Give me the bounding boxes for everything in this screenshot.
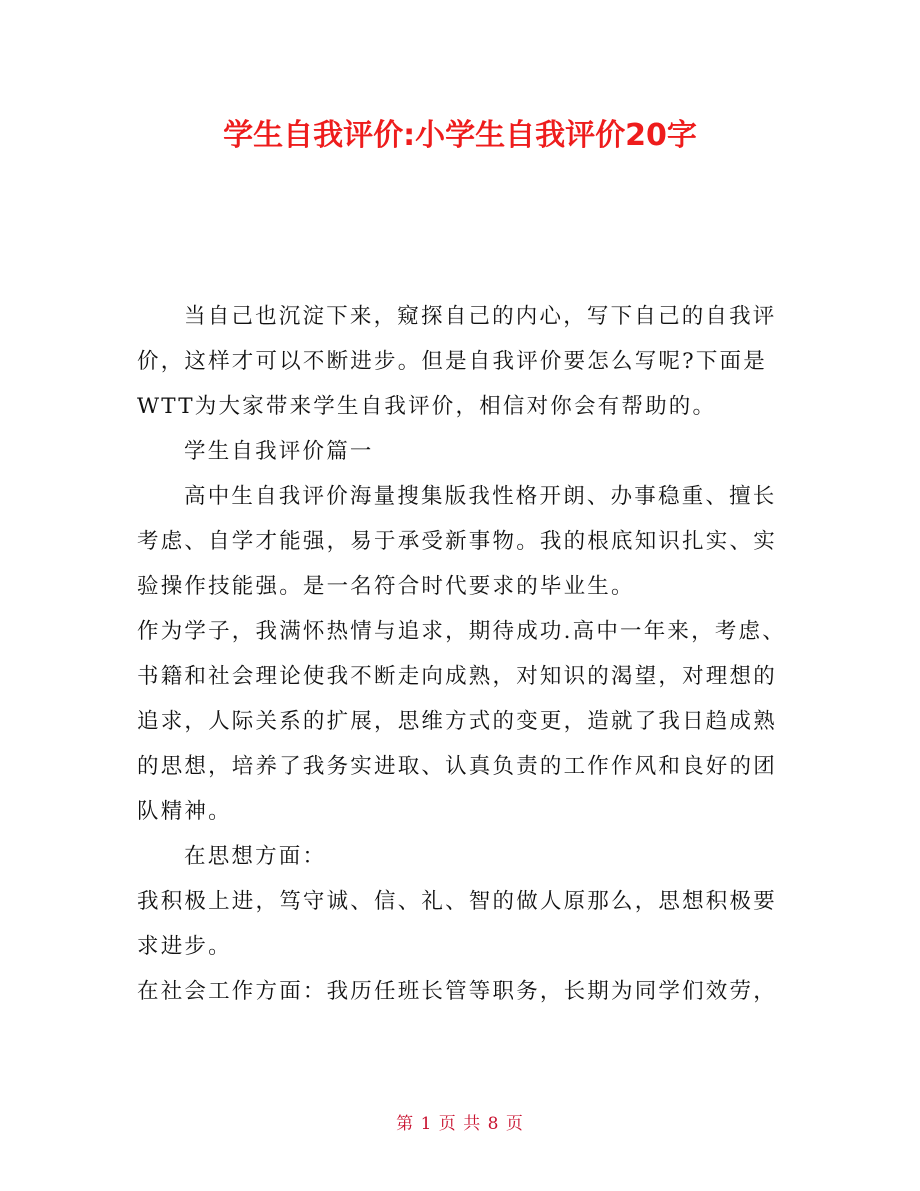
section-heading-thought: 在思想方面： bbox=[184, 844, 327, 869]
paragraph-2: 作为学子，我满怀热情与追求，期待成功.高中一年来，考虑、书籍和社会理论使我不断走向成熟，对知识的渴望，对理想的追求，人际关系的扩展，思维方式的变更，造就了我日趋成熟的思想，培养了我务实进取、认真负责的工作作风和良好的团队精神。 bbox=[137, 619, 786, 824]
page-number-label: 第 1 页 共 8 页 bbox=[396, 1114, 524, 1134]
document-title: 学生自我评价:小学生自我评价20字 bbox=[223, 118, 697, 153]
paragraph-4: 在社会工作方面：我历任班长管等职务，长期为同学们效劳， bbox=[137, 979, 777, 1004]
page-footer bbox=[0, 1109, 920, 1134]
paragraph-intro: 当自己也沉淀下来，窥探自己的内心，写下自己的自我评价，这样才可以不断进步。但是自我评价要怎么写呢?下面是WTT为大家带来学生自我评价，相信对你会有帮助的。 bbox=[137, 304, 777, 419]
paragraph-1: 高中生自我评价海量搜集版我性格开朗、办事稳重、擅长考虑、自学才能强，易于承受新事物。我的根底知识扎实、实验操作技能强。是一名符合时代要求的毕业生。 bbox=[137, 484, 777, 599]
paragraph-3: 我积极上进，笃守诚、信、礼、智的做人原那么，思想积极要求进步。 bbox=[137, 889, 777, 959]
document-body bbox=[137, 294, 787, 1014]
section-heading-1: 学生自我评价篇一 bbox=[184, 439, 374, 464]
